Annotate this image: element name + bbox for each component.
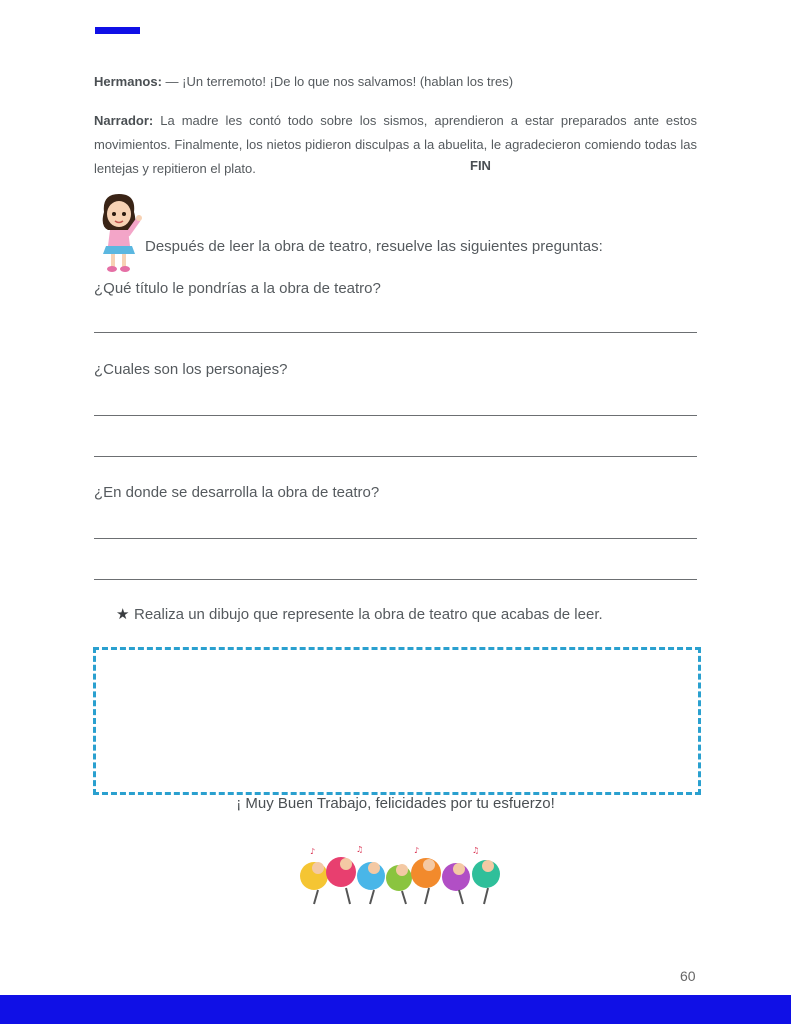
svg-text:♫: ♫ bbox=[356, 846, 364, 854]
page-number: 60 bbox=[680, 968, 696, 984]
answer-line[interactable] bbox=[94, 456, 697, 457]
dialogue-line-hermanos bbox=[94, 70, 697, 94]
instruction-text: Después de leer la obra de teatro, resuelve las siguientes preguntas: bbox=[145, 238, 603, 255]
drawing-task bbox=[116, 605, 603, 623]
drawing-area[interactable] bbox=[93, 647, 701, 795]
dialogue-text: — ¡Un terremoto! ¡De lo que nos salvamos! (hablan los tres) bbox=[161, 74, 514, 89]
svg-text:♪: ♪ bbox=[310, 847, 316, 856]
question-setting: ¿En donde se desarrolla la obra de teatro? bbox=[94, 484, 380, 501]
svg-text:♫: ♫ bbox=[472, 846, 480, 855]
answer-line[interactable] bbox=[94, 579, 697, 580]
speaker-label: Hermanos: bbox=[94, 74, 162, 89]
drawing-task-text: Realiza un dibujo que represente la obra de teatro que acabas de leer. bbox=[134, 606, 603, 623]
bottom-accent-bar bbox=[0, 995, 791, 1024]
dialogue-text: La madre les contó todo sobre los sismos, aprendieron a estar preparados ante estos movimientos. Finalmente, los nietos pidieron disculpas a la abuelita, le agradecieron comiendo todas las lentejas y repitieron el plato. bbox=[94, 113, 697, 176]
svg-text:♪: ♪ bbox=[414, 846, 420, 855]
girl-illustration bbox=[94, 192, 144, 274]
answer-line[interactable] bbox=[94, 538, 697, 539]
question-title: ¿Qué título le pondrías a la obra de teatro? bbox=[94, 280, 381, 297]
question-characters: ¿Cuales son los personajes? bbox=[94, 361, 288, 378]
closing-message: ¡ Muy Buen Trabajo, felicidades por tu esfuerzo! bbox=[236, 795, 555, 812]
answer-line[interactable] bbox=[94, 415, 697, 416]
dancing-kids-illustration bbox=[296, 846, 506, 908]
dialogue-line-narrador bbox=[94, 109, 697, 181]
speaker-label: Narrador: bbox=[94, 113, 154, 128]
answer-line[interactable] bbox=[94, 332, 697, 333]
top-accent-bar bbox=[95, 27, 140, 34]
fin-label: FIN bbox=[470, 158, 491, 173]
star-icon: ★ bbox=[116, 606, 130, 623]
